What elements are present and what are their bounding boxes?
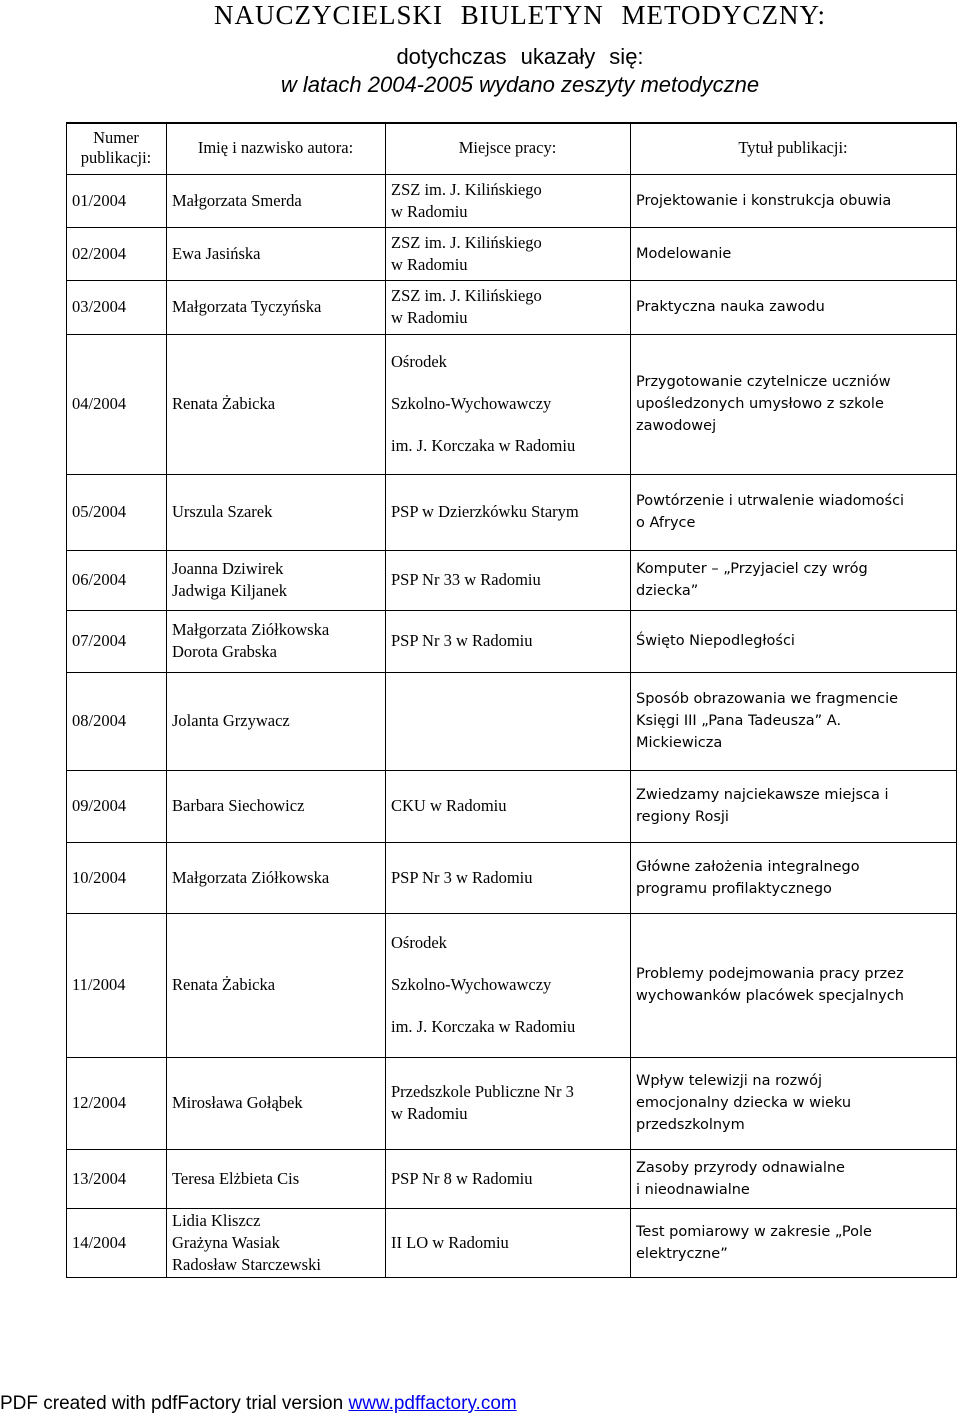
author-name: [172, 610, 379, 672]
page-title: NAUCZYCIELSKI BIULETYN METODYCZNY:: [214, 0, 826, 30]
workplace-line: Ośrodek: [391, 352, 447, 371]
publication-number-line: 14/2004: [72, 1232, 127, 1252]
author-name: [172, 227, 379, 280]
publication-title-line: Księgi III „Pana Tadeusza” A.: [636, 713, 842, 729]
publication-number-line: 06/2004: [72, 570, 127, 589]
author-name-line: Jolanta Grzywacz: [172, 711, 290, 730]
workplace-line: Szkolno-Wychowawczy: [391, 394, 552, 413]
workplace-line: im. J. Korczaka w Radomiu: [391, 1017, 576, 1036]
publication-title-line: programu profilaktycznego: [636, 880, 832, 897]
publication-title-line: upośledzonych umysłowo z szkole: [636, 396, 884, 412]
table-row-rule: [66, 122, 956, 124]
publication-title-line: o Afryce: [636, 515, 696, 531]
table-column-rule: [630, 122, 631, 1277]
publication-number: [72, 550, 160, 610]
author-name-line: Ewa Jasińska: [172, 243, 261, 263]
publication-title-line: zawodowej: [636, 418, 717, 434]
author-name: [172, 334, 379, 474]
publication-number-line: 12/2004: [72, 1093, 127, 1112]
workplace-line: Przedszkole Publiczne Nr 3: [391, 1082, 574, 1101]
workplace-line: im. J. Korczaka w Radomiu: [391, 436, 576, 455]
workplace: [391, 1057, 624, 1149]
author-name-line: Teresa Elżbieta Cis: [172, 1168, 300, 1188]
author-name: [172, 550, 379, 610]
workplace: [391, 610, 624, 672]
publication-number-line: 04/2004: [72, 394, 127, 413]
publication-number: [72, 280, 160, 334]
publication-number: [72, 1149, 160, 1208]
publication-title: [636, 610, 950, 672]
author-name-line: Małgorzata Smerda: [172, 190, 302, 210]
workplace-line: Ośrodek: [391, 933, 447, 952]
author-name: [172, 174, 379, 227]
publication-title: [636, 1208, 950, 1277]
publication-title-line: i nieodnawialne: [636, 1181, 750, 1198]
workplace-line: w Radomiu: [391, 201, 468, 221]
table-column-rule: [166, 122, 167, 1277]
publication-title-line: Przygotowanie czytelnicze uczniów: [636, 374, 891, 390]
publication-number: [72, 334, 160, 474]
column-header: Tytuł publikacji:: [738, 138, 848, 157]
author-name-line: Dorota Grabska: [172, 642, 277, 661]
author-name-line: Mirosława Gołąbek: [172, 1093, 303, 1112]
column-header: Miejsce pracy:: [458, 138, 557, 157]
publication-title: [636, 280, 950, 334]
author-name: [172, 474, 379, 550]
workplace-line: Szkolno-Wychowawczy: [391, 975, 552, 994]
workplace-line: PSP Nr 3 w Radomiu: [391, 867, 533, 887]
author-name-line: Joanna Dziwirek: [172, 559, 284, 578]
publication-number: [72, 842, 160, 913]
author-name: [172, 1208, 379, 1277]
author-name-line: Urszula Szarek: [172, 502, 273, 521]
workplace: [391, 1208, 624, 1277]
publication-title-line: Test pomiarowy w zakresie „Pole: [636, 1223, 872, 1240]
publication-number: [72, 913, 160, 1057]
publication-title: [636, 174, 950, 227]
publication-number-line: 01/2004: [72, 190, 127, 210]
workplace: [391, 227, 624, 280]
author-name: [172, 1057, 379, 1149]
publication-number-line: 03/2004: [72, 297, 127, 316]
workplace: [391, 770, 624, 842]
publication-title-line: przedszkolnym: [636, 1117, 745, 1133]
workplace-line: CKU w Radomiu: [391, 796, 507, 815]
publication-title-line: Zwiedzamy najciekawsze miejsca i: [636, 787, 889, 803]
publication-title-line: wychowanków placówek specjalnych: [636, 988, 904, 1004]
publication-title-line: Mickiewicza: [636, 735, 723, 751]
workplace: [391, 174, 624, 227]
author-name-line: Małgorzata Ziółkowska: [172, 620, 330, 639]
author-name-line: Radosław Starczewski: [172, 1254, 321, 1274]
author-name-line: Renata Żabicka: [172, 975, 276, 994]
page-subtitle: dotychczas ukazały się:: [396, 44, 644, 69]
workplace-line: PSP Nr 3 w Radomiu: [391, 631, 533, 650]
publication-title-line: Powtórzenie i utrwalenie wiadomości: [636, 493, 905, 509]
pdf-footer: [0, 1393, 517, 1415]
publication-title-line: Projektowanie i konstrukcja obuwia: [636, 192, 892, 209]
author-name-line: Lidia Kliszcz: [172, 1210, 261, 1230]
author-name: [172, 280, 379, 334]
workplace: [391, 672, 624, 770]
publication-number: [72, 1208, 160, 1277]
table-column-rule: [956, 122, 957, 1278]
publication-title: [636, 672, 950, 770]
publication-number: [72, 610, 160, 672]
publication-number: [72, 227, 160, 280]
author-name-line: Barbara Siechowicz: [172, 796, 305, 815]
publication-title-line: Komputer – „Przyjaciel czy wróg: [636, 561, 868, 577]
publication-number: [72, 174, 160, 227]
author-name-line: Jadwiga Kiljanek: [172, 581, 288, 600]
publication-title-line: emocjonalny dziecka w wieku: [636, 1095, 852, 1111]
workplace-line: w Radomiu: [391, 254, 468, 274]
publication-number-line: 08/2004: [72, 711, 127, 730]
workplace: [391, 842, 624, 913]
publication-number-line: 13/2004: [72, 1168, 127, 1188]
workplace: [391, 1149, 624, 1208]
author-name-line: Grażyna Wasiak: [172, 1232, 280, 1252]
publication-title: [636, 842, 950, 913]
publication-title-line: Praktyczna nauka zawodu: [636, 299, 825, 315]
publication-title-line: dziecka”: [636, 583, 699, 599]
workplace-line: II LO w Radomiu: [391, 1232, 509, 1252]
publication-title: [636, 913, 950, 1057]
publication-title-line: Modelowanie: [636, 245, 732, 262]
author-name: [172, 913, 379, 1057]
author-name-line: Renata Żabicka: [172, 394, 276, 413]
publication-title-line: Zasoby przyrody odnawialne: [636, 1159, 845, 1176]
publication-title: [636, 334, 950, 474]
publication-title: [636, 770, 950, 842]
workplace: [391, 913, 624, 1057]
workplace-line: w Radomiu: [391, 308, 468, 327]
footer-text: PDF created with pdfFactory trial version: [0, 1393, 349, 1414]
publication-title: [636, 474, 950, 550]
workplace: [391, 334, 624, 474]
table-column-rule: [385, 122, 386, 1277]
publication-title: [636, 550, 950, 610]
publication-number: [72, 1057, 160, 1149]
publication-title: [636, 1149, 950, 1208]
page-subtitle-years: w latach 2004-2005 wydano zeszyty metodyczne: [280, 72, 760, 97]
author-name-line: Małgorzata Tyczyńska: [172, 297, 322, 316]
publication-title-line: regiony Rosji: [636, 809, 729, 825]
workplace: [391, 474, 624, 550]
column-header: Imię i nazwisko autora:: [197, 138, 354, 157]
publication-number-line: 09/2004: [72, 796, 127, 815]
table-column-rule: [66, 122, 67, 1277]
workplace-line: PSP Nr 33 w Radomiu: [391, 570, 541, 589]
publication-title: [636, 227, 950, 280]
footer-link[interactable]: www.pdffactory.com: [348, 1393, 517, 1414]
author-name: [172, 770, 379, 842]
publication-number: [72, 672, 160, 770]
workplace-line: PSP w Dzierzkówku Starym: [391, 502, 579, 521]
publication-title-line: Problemy podejmowania pracy przez: [636, 966, 904, 982]
publication-number-line: 02/2004: [72, 243, 127, 263]
workplace: [391, 280, 624, 334]
publication-title: [636, 1057, 950, 1149]
publication-number-line: 10/2004: [72, 867, 127, 887]
publication-title-line: Święto Niepodległości: [636, 633, 795, 649]
workplace-line: ZSZ im. J. Kilińskiego: [391, 179, 542, 199]
author-name: [172, 672, 379, 770]
workplace-line: ZSZ im. J. Kilińskiego: [391, 232, 542, 252]
author-name: [172, 842, 379, 913]
workplace-line: PSP Nr 8 w Radomiu: [391, 1168, 533, 1188]
publication-number-line: 07/2004: [72, 631, 127, 650]
author-name: [172, 1149, 379, 1208]
column-header: Numer publikacji:: [80, 128, 152, 167]
table-row-rule: [66, 1277, 956, 1278]
publication-number: [72, 770, 160, 842]
workplace-line: w Radomiu: [391, 1104, 468, 1123]
publication-number: [72, 474, 160, 550]
publication-title-line: Główne założenia integralnego: [636, 858, 860, 875]
workplace: [391, 550, 624, 610]
publication-number-line: 11/2004: [72, 975, 126, 994]
publication-title-line: elektryczne”: [636, 1245, 728, 1262]
publication-title-line: Wpływ telewizji na rozwój: [636, 1073, 823, 1089]
publication-number-line: 05/2004: [72, 502, 127, 521]
workplace-line: ZSZ im. J. Kilińskiego: [391, 286, 542, 305]
author-name-line: Małgorzata Ziółkowska: [172, 867, 330, 887]
publication-title-line: Sposób obrazowania we fragmencie: [636, 691, 899, 707]
